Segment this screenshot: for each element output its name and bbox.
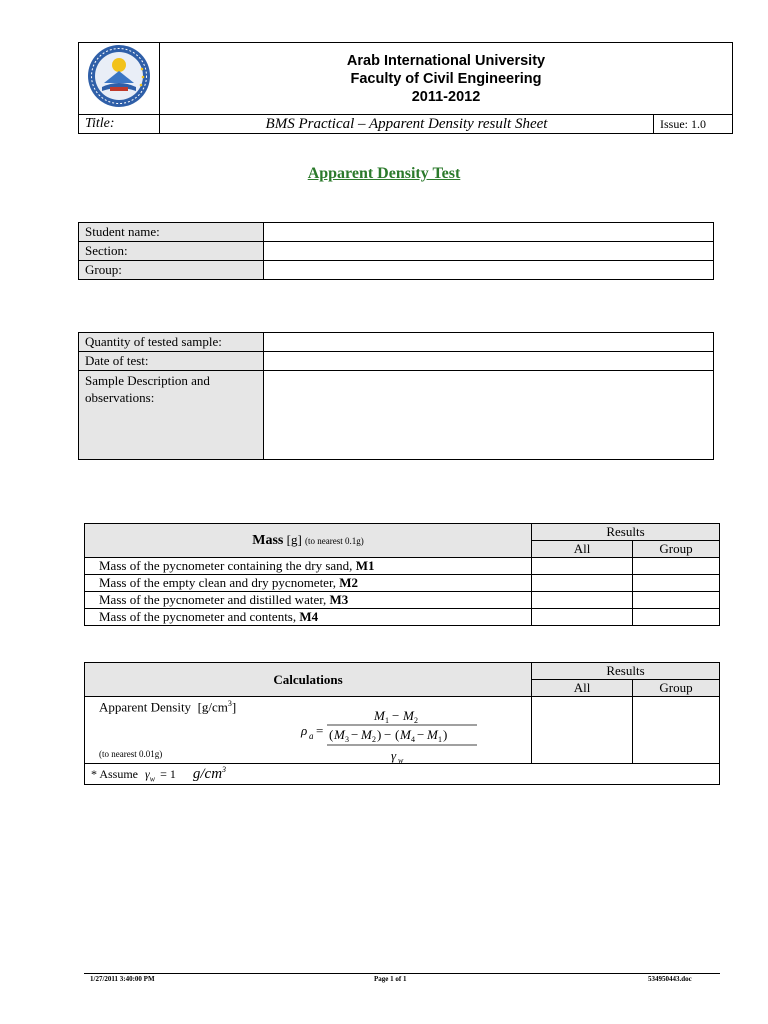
- svg-text:): ): [377, 727, 382, 742]
- mass-cell-all[interactable]: [532, 592, 633, 609]
- student-name-field[interactable]: [264, 223, 714, 242]
- svg-text:(: (: [329, 727, 334, 742]
- section-field[interactable]: [264, 242, 714, 261]
- svg-text:4: 4: [411, 735, 415, 744]
- svg-text:(: (: [395, 727, 400, 742]
- svg-text:2: 2: [414, 716, 418, 725]
- description-label: Sample Description and observations:: [79, 371, 264, 460]
- calc-cell-group[interactable]: [633, 697, 720, 764]
- svg-text:ρ: ρ: [301, 723, 308, 738]
- mass-heading-unit: [g]: [286, 532, 302, 547]
- group-field[interactable]: [264, 261, 714, 280]
- mass-row-label: Mass of the pycnometer and distilled water, M3: [85, 592, 532, 609]
- university-block: [160, 43, 733, 115]
- svg-text:M: M: [400, 727, 411, 742]
- footer-page: Page 1 of 1: [374, 975, 407, 983]
- gamma-w-symbol: $\gamma_w$: [145, 766, 156, 784]
- mass-cell-group[interactable]: [633, 592, 720, 609]
- mass-heading-text: Mass: [252, 533, 284, 548]
- mass-row-label: Mass of the empty clean and dry pycnometer, M2: [85, 575, 532, 592]
- faculty-name: Faculty of Civil Engineering: [350, 70, 542, 87]
- calc-col-group: Group: [633, 680, 720, 697]
- svg-text:1: 1: [385, 716, 389, 725]
- mass-cell-group[interactable]: [633, 575, 720, 592]
- svg-text:M: M: [427, 727, 438, 742]
- mass-results-header: Results: [532, 524, 720, 541]
- footer-divider: [84, 973, 720, 974]
- mass-row-label: Mass of the pycnometer and contents, M4: [85, 609, 532, 626]
- svg-text:=: =: [316, 723, 324, 738]
- svg-text:M: M: [334, 727, 345, 742]
- svg-text:M: M: [403, 708, 414, 723]
- date-label: Date of test:: [79, 352, 264, 371]
- table-row: [85, 558, 720, 575]
- svg-text:−: −: [351, 727, 359, 742]
- calc-cell-all[interactable]: [532, 697, 633, 764]
- quantity-label: Quantity of tested sample:: [79, 333, 264, 352]
- group-label: Group:: [79, 261, 264, 280]
- svg-text:M: M: [361, 727, 372, 742]
- date-field[interactable]: [264, 352, 714, 371]
- svg-text:γ: γ: [391, 748, 397, 763]
- table-row: [85, 592, 720, 609]
- mass-col-all: All: [532, 541, 633, 558]
- svg-text:−: −: [392, 708, 400, 723]
- mass-cell-group[interactable]: [633, 558, 720, 575]
- table-row: [85, 575, 720, 592]
- academic-year: 2011-2012: [411, 88, 481, 105]
- document-header: [78, 42, 733, 134]
- svg-text:a: a: [309, 731, 314, 741]
- assumption-row: * Assume $\gamma_w = 1$ $g/cm^3$: [85, 764, 720, 785]
- table-row: [85, 609, 720, 626]
- mass-cell-all[interactable]: [532, 609, 633, 626]
- mass-col-group: Group: [633, 541, 720, 558]
- calc-col-all: All: [532, 680, 633, 697]
- student-info-table: [78, 222, 714, 280]
- assume-unit: $g/cm^3$: [192, 764, 227, 782]
- section-label: Section:: [79, 242, 264, 261]
- mass-heading-note: (to nearest 0.1g): [305, 536, 364, 546]
- svg-text:3: 3: [345, 735, 349, 744]
- mass-cell-all[interactable]: [532, 575, 633, 592]
- calc-results-header: Results: [532, 663, 720, 680]
- mass-cell-group[interactable]: [633, 609, 720, 626]
- calculations-table: [84, 662, 720, 785]
- table-row: [85, 764, 720, 785]
- table-row: [85, 697, 720, 764]
- info-row: [79, 371, 714, 460]
- mass-cell-all[interactable]: [532, 558, 633, 575]
- footer-file: 534950443.doc: [648, 975, 692, 983]
- svg-text:w: w: [398, 756, 404, 765]
- page-title: Apparent Density Test: [307, 165, 461, 182]
- description-field[interactable]: [264, 371, 714, 460]
- footer-date: 1/27/2011 3:40:00 PM: [90, 975, 155, 983]
- svg-text:): ): [443, 727, 448, 742]
- svg-text:−: −: [384, 727, 392, 742]
- info-row: [79, 261, 714, 280]
- info-row: [79, 242, 714, 261]
- mass-table: [84, 523, 720, 626]
- mass-row-label: Mass of the pycnometer containing the dry sand, M1: [85, 558, 532, 575]
- mass-heading: [85, 524, 532, 558]
- svg-text:M: M: [374, 708, 385, 723]
- svg-text:1: 1: [438, 735, 442, 744]
- svg-text:−: −: [417, 727, 425, 742]
- university-seal-icon: [86, 43, 152, 109]
- issue-number: Issue: 1.0: [654, 115, 733, 134]
- sample-info-table: [78, 332, 714, 460]
- title-value: BMS Practical – Apparent Density result Sheet: [160, 115, 654, 134]
- calc-note: (to nearest 0.01g): [99, 749, 163, 759]
- university-name: Arab International University: [346, 52, 546, 69]
- apparent-density-cell: [85, 697, 532, 764]
- quantity-field[interactable]: [264, 333, 714, 352]
- info-row: [79, 223, 714, 242]
- apparent-density-formula: [285, 703, 485, 765]
- logo-cell: [79, 43, 160, 115]
- info-row: [79, 352, 714, 371]
- apparent-density-label: Apparent Density $[g/cm^3]$: [99, 699, 237, 715]
- title-label: Title:: [79, 115, 160, 134]
- svg-text:2: 2: [372, 735, 376, 744]
- student-name-label: Student name:: [79, 223, 264, 242]
- calc-heading: Calculations: [85, 663, 532, 697]
- info-row: [79, 333, 714, 352]
